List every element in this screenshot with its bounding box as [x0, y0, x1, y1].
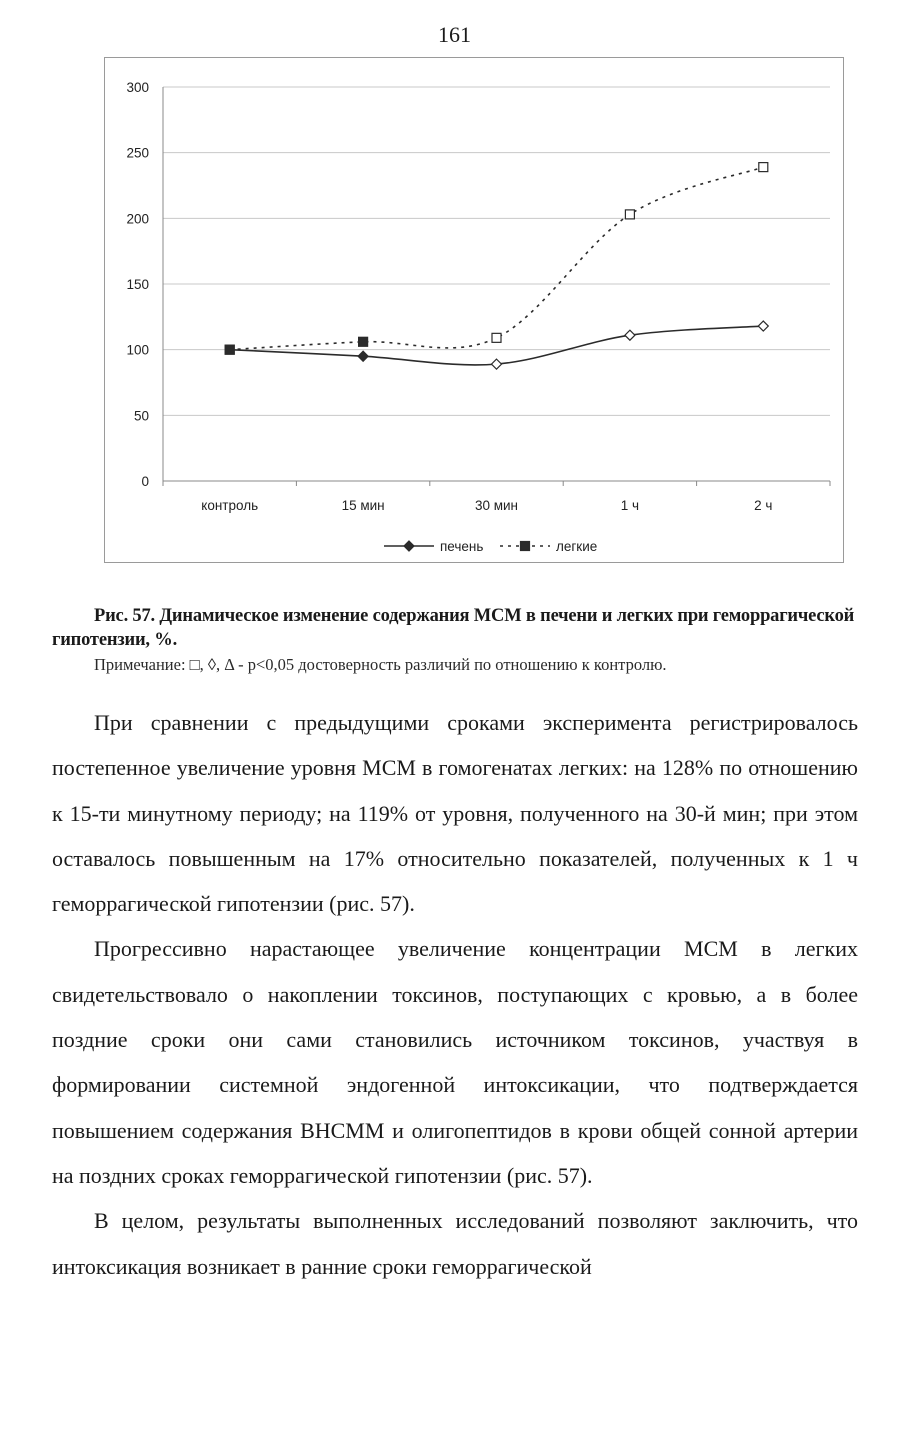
data-point	[359, 337, 368, 346]
y-tick-label: 250	[126, 145, 149, 161]
paragraph: В целом, результаты выполненных исследований позволяют заключить, что интоксикация возникает в ранние сроки геморрагической	[52, 1208, 858, 1279]
x-tick-label: 30 мин	[474, 498, 519, 513]
data-point	[492, 333, 501, 342]
y-tick-label: 300	[126, 80, 149, 95]
y-tick-label: 0	[141, 474, 149, 489]
x-tick-label: контроль	[201, 498, 259, 513]
data-point	[625, 330, 635, 340]
chart-svg	[105, 58, 845, 564]
x-tick-label: 15 мин	[341, 498, 385, 513]
data-point	[758, 321, 768, 331]
page-number: 161	[438, 22, 471, 47]
y-tick-label: 50	[133, 408, 149, 424]
figure-caption: Рис. 57. Динамическое изменение содержания МСМ в печени и легких при геморрагической гипотензии, %.	[52, 606, 855, 650]
legend-label: печень	[440, 539, 484, 554]
y-tick-label: 100	[126, 342, 149, 358]
x-tick-label: 1 ч	[620, 498, 640, 513]
data-point	[625, 210, 634, 219]
data-point	[358, 351, 368, 361]
series-line	[230, 167, 764, 350]
body-text	[52, 700, 858, 1289]
chart	[104, 57, 844, 563]
data-point	[492, 359, 502, 369]
figure-note: Примечание: □, ◊, Δ - p<0,05 достоверность различий по отношению к контролю.	[94, 655, 667, 674]
legend-marker	[521, 542, 530, 551]
legend-label: легкие	[556, 539, 598, 554]
data-point	[759, 163, 768, 172]
paragraph: Прогрессивно нарастающее увеличение концентрации МСМ в легких свидетельствовало о накоплении токсинов, поступающих с кровью, а в более поздние сроки они сами становились источником токсинов, участвуя в формировании системной эндогенной интоксикации, что подтверждается повышением содержания ВНСММ и олигопептидов в крови общей сонной артерии на поздних сроках геморрагической гипотензии (рис. 57).	[52, 936, 858, 1188]
legend-marker	[404, 541, 414, 551]
paragraph: При сравнении с предыдущими сроками эксперимента регистрировалось постепенное увеличение уровня МСМ в гомогенатах легких: на 128% по отношению к 15-ти минутному периоду; на 119% от уровня, полученного на 30-й мин; при этом оставалось повышенным на 17% относительно показателей, полученных к 1 ч геморрагической гипотензии (рис. 57).	[52, 710, 858, 917]
x-tick-label: 2 ч	[754, 498, 773, 513]
data-point	[225, 345, 234, 354]
y-tick-label: 200	[126, 211, 149, 227]
y-tick-label: 150	[126, 277, 149, 292]
